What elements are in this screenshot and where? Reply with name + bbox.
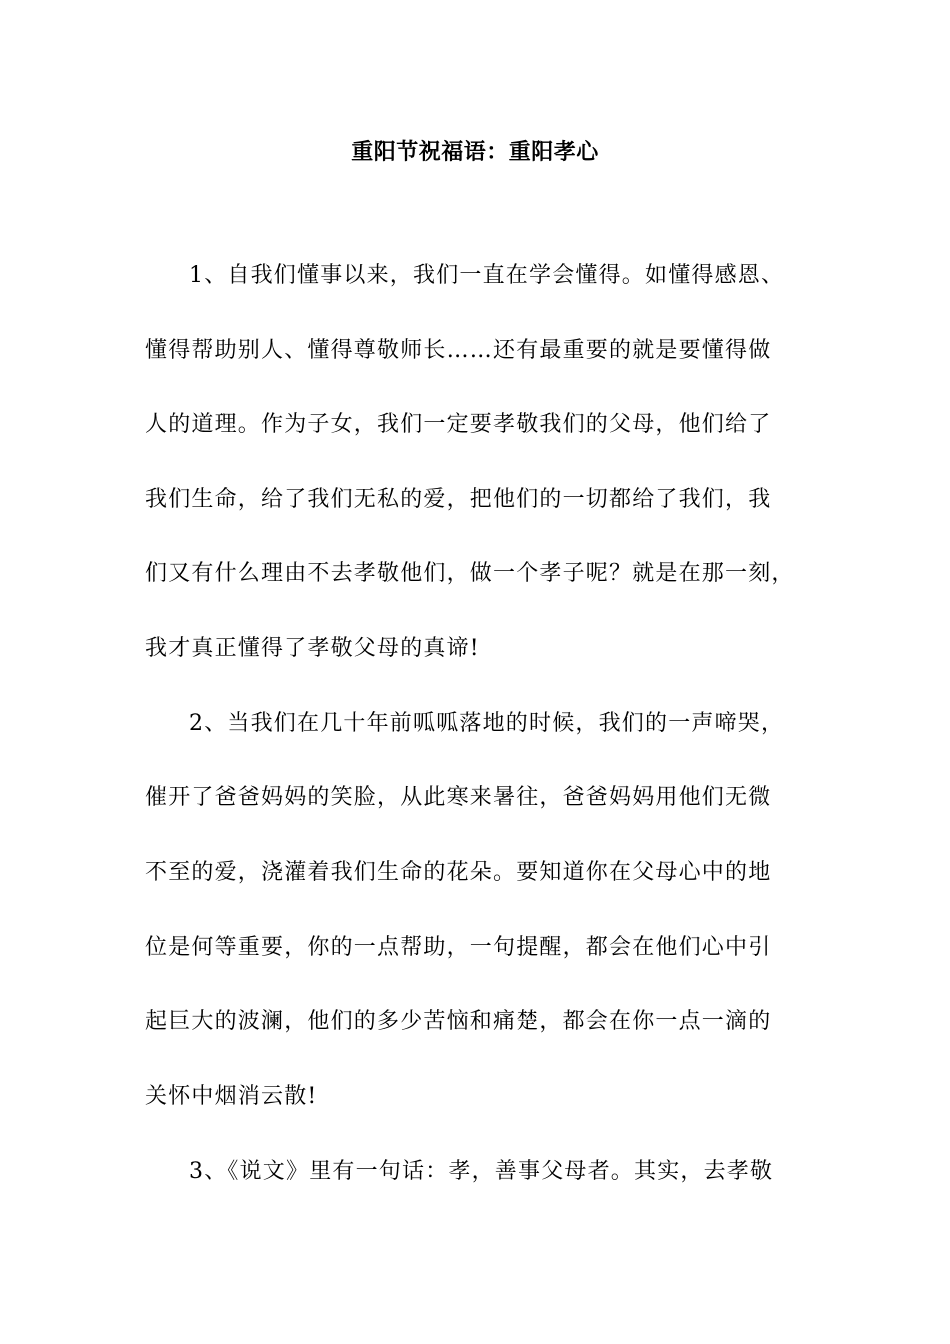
paragraph-2-line-5: 起巨大的波澜，他们的多少苦恼和痛楚，都会在你一点一滴的 (145, 1009, 772, 1034)
paragraph-1-line-2: 懂得帮助别人、懂得尊敬师长……还有最重要的就是要懂得做 (145, 338, 772, 363)
document-title: 重阳节祝福语：重阳孝心 (351, 139, 599, 165)
paragraph-2-line-2: 催开了爸爸妈妈的笑脸，从此寒来暑往，爸爸妈妈用他们无微 (145, 785, 772, 810)
paragraph-2-line-1: 2、当我们在几十年前呱呱落地的时候，我们的一声啼哭， (189, 711, 785, 736)
paragraph-3-line-1: 3、《说文》里有一句话：孝，善事父母者。其实，去孝敬 (189, 1159, 774, 1184)
paragraph-1-line-6: 我才真正懂得了孝敬父母的真谛! (145, 636, 480, 661)
paragraph-2-line-6: 关怀中烟消云散! (145, 1084, 318, 1109)
paragraph-2-line-4: 位是何等重要，你的一点帮助，一句提醒，都会在他们心中引 (145, 935, 772, 960)
paragraph-1-line-4: 我们生命，给了我们无私的爱，把他们的一切都给了我们，我 (145, 487, 772, 512)
paragraph-1-line-5: 们又有什么理由不去孝敬他们，做一个孝子呢？就是在那一刻， (145, 561, 795, 586)
paragraph-1-line-1: 1、自我们懂事以来，我们一直在学会懂得。如懂得感恩、 (189, 263, 785, 288)
paragraph-2-line-3: 不至的爱，浇灌着我们生命的花朵。要知道你在父母心中的地 (145, 860, 772, 885)
paragraph-1-line-3: 人的道理。作为子女，我们一定要孝敬我们的父母，他们给了 (145, 412, 772, 437)
